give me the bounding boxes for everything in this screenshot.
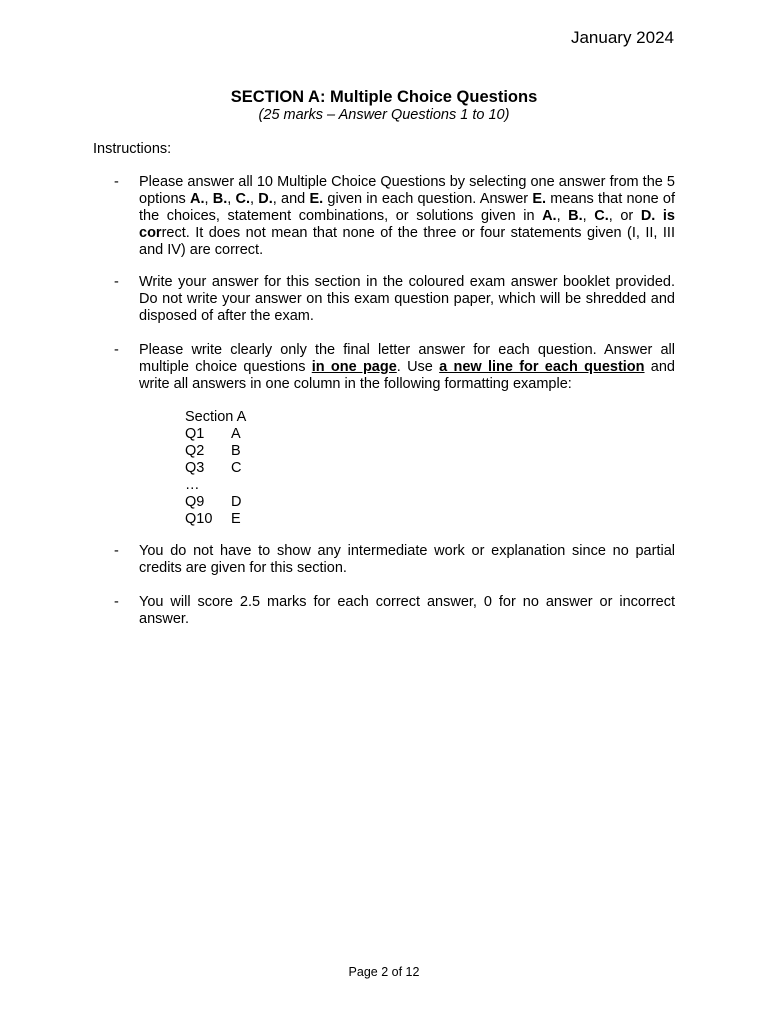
page-number: Page 2 of 12 <box>348 965 420 979</box>
example-row <box>185 511 246 528</box>
instruction-text <box>139 174 675 259</box>
text-span: , and <box>272 191 310 207</box>
option-label: D. <box>258 191 273 207</box>
example-row <box>185 426 246 443</box>
bullet-marker: - <box>114 174 119 190</box>
example-question: Q1 <box>185 426 205 442</box>
example-question: Q10 <box>185 511 213 527</box>
text-span: Please write clearly only the final letter answer for each question. Answer all multiple choice questions <box>139 342 675 375</box>
example-row <box>185 494 246 511</box>
emphasis-underlined: in one page <box>311 359 397 375</box>
example-answer: B <box>231 443 241 459</box>
option-label: B. <box>568 208 583 224</box>
instruction-text: Write your answer for this section in the coloured exam answer booklet provided. Do not write your answer on this exam question paper, which will be shredded and disposed of after the exam. <box>139 274 675 324</box>
example-answer: A <box>231 426 241 442</box>
text-span: . Use <box>396 359 440 375</box>
bullet-marker: - <box>114 342 119 358</box>
example-answer: D <box>231 494 242 510</box>
text-span: , <box>250 191 259 207</box>
text-span: means that none of the choices, statement combinations, or solutions given in <box>139 191 676 224</box>
bullet-marker: - <box>114 543 119 559</box>
option-label: D. is cor <box>139 208 675 241</box>
option-label: A. <box>190 191 205 207</box>
instruction-text: You do not have to show any intermediate work or explanation since no partial credits are given for this section. <box>139 543 675 576</box>
text-span: given in each question. Answer <box>323 191 533 207</box>
text-span: , <box>556 208 569 224</box>
option-label: B. <box>212 191 228 207</box>
bullet-marker: - <box>114 274 119 290</box>
example-answer: C <box>231 460 242 476</box>
option-label: C. <box>594 208 609 224</box>
instruction-text: You will score 2.5 marks for each correct answer, 0 for no answer or incorrect answer. <box>139 594 675 627</box>
text-span: and write all answers in one column in the following formatting example: <box>139 359 675 392</box>
instruction-text <box>139 342 675 393</box>
bullet-marker: - <box>114 594 119 610</box>
option-label: E. <box>532 191 547 207</box>
instructions-label: Instructions: <box>93 141 172 157</box>
example-question: Q3 <box>185 460 205 476</box>
text-span: Please answer all 10 Multiple Choice Questions by selecting one answer from the 5 options <box>139 174 675 207</box>
section-subtitle: (25 marks – Answer Questions 1 to 10) <box>258 107 510 123</box>
instruction-item-answer-format <box>93 342 675 393</box>
example-answer: E <box>231 511 241 527</box>
option-label: C. <box>235 191 251 207</box>
text-span: , or <box>608 208 641 224</box>
section-title: SECTION A: Multiple Choice Questions <box>230 88 538 106</box>
example-row <box>185 443 246 460</box>
header-date: January 2024 <box>570 28 674 47</box>
emphasis-underlined: a new line for each question <box>439 359 645 375</box>
example-heading: Section A <box>185 409 247 425</box>
example-question: Q9 <box>185 494 205 510</box>
instruction-item-scoring <box>93 594 675 628</box>
option-label: A. <box>542 208 557 224</box>
text-span: rect. It does not mean that none of the three or four statements given (I, II, III and IV) are correct. <box>139 225 675 258</box>
instruction-item-no-partial-credit <box>93 543 675 577</box>
example-row <box>185 460 246 477</box>
text-span: , <box>227 191 236 207</box>
option-label: E. <box>309 191 324 207</box>
text-span: , <box>204 191 213 207</box>
answer-format-example <box>185 409 246 528</box>
instruction-item-answer-booklet <box>93 274 675 325</box>
example-row <box>185 477 246 494</box>
example-question: Q2 <box>185 443 205 459</box>
text-span: , <box>582 208 595 224</box>
example-question: … <box>185 477 200 493</box>
instruction-item-answer-options <box>93 174 675 259</box>
